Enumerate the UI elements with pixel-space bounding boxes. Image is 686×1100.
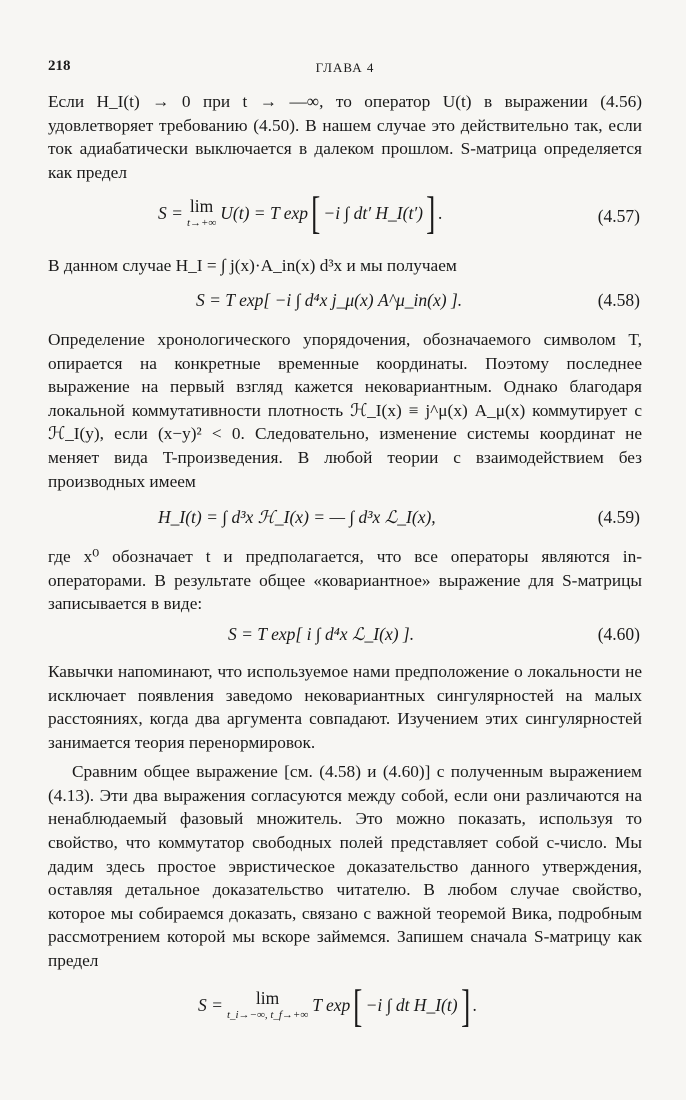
- equation-4-57: S = lim t→+∞ U(t) = T exp [ −i ∫ dt′ H_I(t′) ] . (4.57): [158, 187, 640, 239]
- chapter-title: ГЛАВА 4: [315, 60, 375, 75]
- page-header: [48, 58, 642, 80]
- eq459-text: H_I(t) = ∫ d³x ℋ_I(x) = — ∫ d³x ℒ_I(x),: [158, 507, 436, 528]
- paragraph-2: В данном случае H_I = ∫ j(x)·A_in(x) d³x и мы получаем: [48, 256, 457, 276]
- equation-4-59: [48, 493, 642, 545]
- eqfinal-lim-sub: t_i→−∞, t_f→+∞: [226, 1009, 309, 1022]
- eq458-text: S = T exp[ −i ∫ d⁴x j_μ(x) A^μ_in(x) ].: [196, 289, 463, 310]
- eq457-lim: lim t→+∞: [186, 195, 217, 230]
- eq457-lhs: S =: [158, 202, 183, 223]
- page-number: 218: [48, 58, 71, 74]
- paragraph-3: Определение хронологического упорядочения, обозначаемого символом T, опирается на конкретные временные координаты. Поэтому последнее выражение на первый взгляд кажется нековариантным. Однако благодаря локальной коммутативности плотность ℋ_I(x) ≡ j^μ(x) A_μ(x) коммутирует с ℋ_I(y), если (x−y)² < 0. Следовательно, изменение системы координат не меняет вида T-произведения. В любой теории с взаимодействием без производных имеем: [48, 329, 642, 491]
- paragraph-5: Кавычки напоминают, что используемое нами предположение о локальности не исключает появления заведомо нековариантных сингулярностей на малых расстояниях, когда два аргумента совпадают. Изучением этих сингулярностей занимается теория перенормировок.: [48, 661, 642, 752]
- eqfinal-lhs: S =: [198, 995, 223, 1016]
- page: [48, 58, 642, 1053]
- eq458-number: (4.58): [597, 289, 640, 310]
- eqfinal-mid: T exp: [312, 995, 351, 1016]
- eq457-mid: U(t) = T exp: [220, 202, 309, 223]
- eq457-number: (4.57): [597, 206, 640, 227]
- paragraph-4: где x⁰ обозначает t и предполагается, что все операторы являются in-операторами. В результате общее «ковариантное» выражение для S-матрицы записывается в виде:: [48, 547, 642, 614]
- eq457-body: −i ∫ dt′ H_I(t′): [323, 202, 423, 223]
- eq460-text: S = T exp[ i ∫ d⁴x ℒ_I(x) ].: [228, 623, 415, 644]
- eqfinal-lim: lim t_i→−∞, t_f→+∞: [226, 987, 309, 1022]
- eq459-number: (4.59): [597, 507, 640, 528]
- paragraph-1: Если H_I(t) → 0 при t → —∞, то оператор U(t) в выражении (4.56) удовлетворяет требованию (4.50). В нашем случае это действительно так, если ток адиабатически выключается в далеком прошлом. S-матрица определяется как предел: [48, 92, 642, 182]
- eqfinal-body: −i ∫ dt H_I(t): [365, 995, 458, 1016]
- paragraph-6: Сравним общее выражение [см. (4.58) и (4.60)] с полученным выражением (4.13). Эти два выражения согласуются между собой, если они различаются на ненаблюдаемый фазовый множитель. Это можно показать, используя то свойство, что коммутатор свободных полей представляет собой c-число. Мы дадим здесь простое эвристическое доказательство данного утверждения, оставляя детальное доказательство читателю. В любом случае свойство, которое мы собираемся доказать, связано с важной теоремой Вика, подробным рассмотрением которой мы вскоре займемся. Запишем сначала S-матрицу как предел: [48, 762, 642, 971]
- equation-final: S = lim t_i→−∞, t_f→+∞ T exp [ −i ∫ dt H_I(t) ] .: [198, 979, 478, 1031]
- eq460-number: (4.60): [597, 623, 640, 644]
- equation-4-60: [48, 616, 642, 660]
- equation-4-58: [48, 278, 642, 328]
- eq457-lim-sub: t→+∞: [186, 217, 217, 230]
